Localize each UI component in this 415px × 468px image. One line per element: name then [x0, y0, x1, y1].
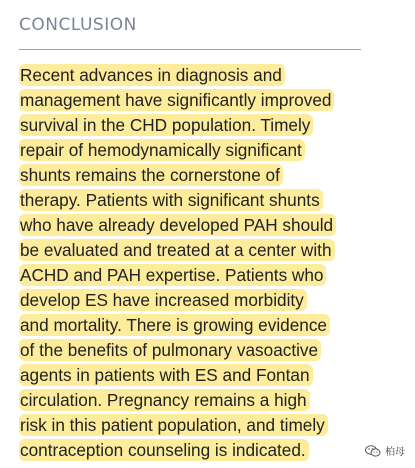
highlighted-text-line: and mortality. There is growing evidence: [19, 314, 330, 336]
highlighted-text-line: risk in this patient population, and timely: [19, 414, 328, 436]
highlighted-text-line: ACHD and PAH expertise. Patients who: [19, 264, 326, 286]
highlighted-text-line: Recent advances in diagnosis and: [19, 64, 285, 86]
section-heading: CONCLUSION: [19, 15, 137, 35]
conclusion-paragraph: [19, 63, 379, 463]
highlighted-text-line: contraception counseling is indicated.: [19, 439, 309, 461]
heading-divider: [19, 49, 361, 50]
highlighted-text-line: survival in the CHD population. Timely: [19, 114, 313, 136]
highlighted-text-line: who have already developed PAH should: [19, 214, 336, 236]
highlighted-text-line: circulation. Pregnancy remains a high: [19, 389, 310, 411]
watermark: [365, 443, 405, 458]
wechat-icon: [365, 445, 381, 457]
highlighted-text-line: agents in patients with ES and Fontan: [19, 364, 313, 386]
watermark-text: 柏母: [385, 447, 405, 458]
highlighted-text-line: management have significantly improved: [19, 89, 334, 111]
highlighted-text-line: develop ES have increased morbidity: [19, 289, 307, 311]
highlighted-text-line: shunts remains the cornerstone of: [19, 164, 283, 186]
highlighted-text-line: of the benefits of pulmonary vasoactive: [19, 339, 321, 361]
highlighted-text-line: therapy. Patients with significant shunts: [19, 189, 323, 211]
highlighted-text-line: be evaluated and treated at a center with: [19, 239, 335, 261]
highlighted-text-line: repair of hemodynamically significant: [19, 139, 305, 161]
